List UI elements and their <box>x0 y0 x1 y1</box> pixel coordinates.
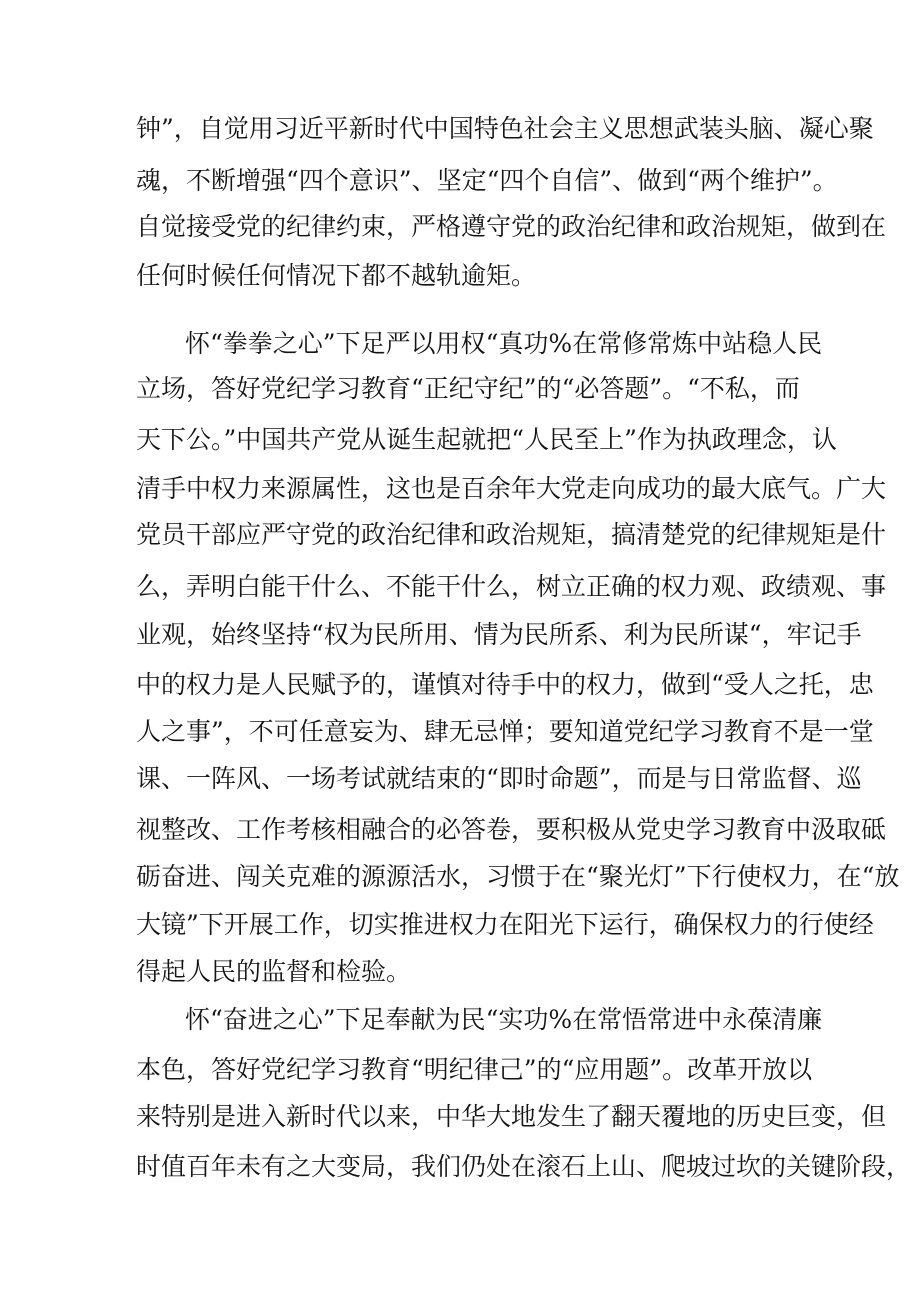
text-line: 中的权力是人民赋予的，谨慎对待手中的权力，做到“受人之托，忠 <box>136 670 874 699</box>
text-line: 业观，始终坚持“权为民所用、情为民所系、利为民所谋“，牢记手 <box>136 620 862 649</box>
text-line: 视整改、工作考核相融合的必答卷，要积极从党史学习教育中汲取砥 <box>136 815 887 844</box>
text-line: 砺奋进、闯关克难的源源活水，习惯于在“聚光灯”下行使权力，在“放 <box>136 862 900 891</box>
text-line: 么，弄明白能干什么、不能干什么，树立正确的权力观、政绩观、事 <box>136 572 887 601</box>
text-line: 党员干部应严守党的政治纪律和政治规矩，搞清楚党的纪律规矩是什 <box>136 520 887 549</box>
text-line: 魂，不断增强“四个意识”、坚定“四个自信”、做到“两个维护”。 <box>136 166 838 195</box>
text-line: 怀“奋进之心”下足奉献为民“实功%在常悟常进中永葆清廉 <box>185 1005 823 1034</box>
text-line: 钟”，自觉用习近平新时代中国特色社会主义思想武装头脑、凝心聚 <box>136 114 874 143</box>
text-line: 本色，答好党纪学习教育“明纪律己”的“应用题”。改革开放以 <box>136 1055 813 1084</box>
text-line: 任何时候任何情况下都不越轨逾矩。 <box>136 261 537 290</box>
text-line: 怀“拳拳之心”下足严以用权“真功%在常修常炼中站稳人民 <box>185 329 823 358</box>
text-line: 自觉接受党的纪律约束，严格遵守党的政治纪律和政治规矩，做到在 <box>136 212 887 241</box>
text-line: 来特别是进入新时代以来，中华大地发生了翻天覆地的历史巨变，但 <box>136 1102 887 1131</box>
text-line: 时值百年未有之大变局，我们仍处在滚石上山、爬坡过坎的关键阶段， <box>136 1152 912 1181</box>
text-line: 得起人民的监督和检验。 <box>136 957 412 986</box>
text-line: 大镜”下开展工作，切实推进权力在阳光下运行，确保权力的行使经 <box>136 910 874 939</box>
text-line: 课、一阵风、一场考试就结束的“即时命题”，而是与日常监督、巡 <box>136 764 862 793</box>
text-line: 人之事”，不可任意妄为、肆无忌惮；要知道党纪学习教育不是一堂 <box>136 717 874 746</box>
text-line: 天下公。”中国共产党从诞生起就把“人民至上”作为执政理念，认 <box>136 425 837 454</box>
text-line: 立场，答好党纪学习教育“正纪守纪”的“必答题”。“不私，而 <box>136 374 800 403</box>
text-line: 清手中权力来源属性，这也是百余年大党走向成功的最大底气。广大 <box>136 474 887 503</box>
